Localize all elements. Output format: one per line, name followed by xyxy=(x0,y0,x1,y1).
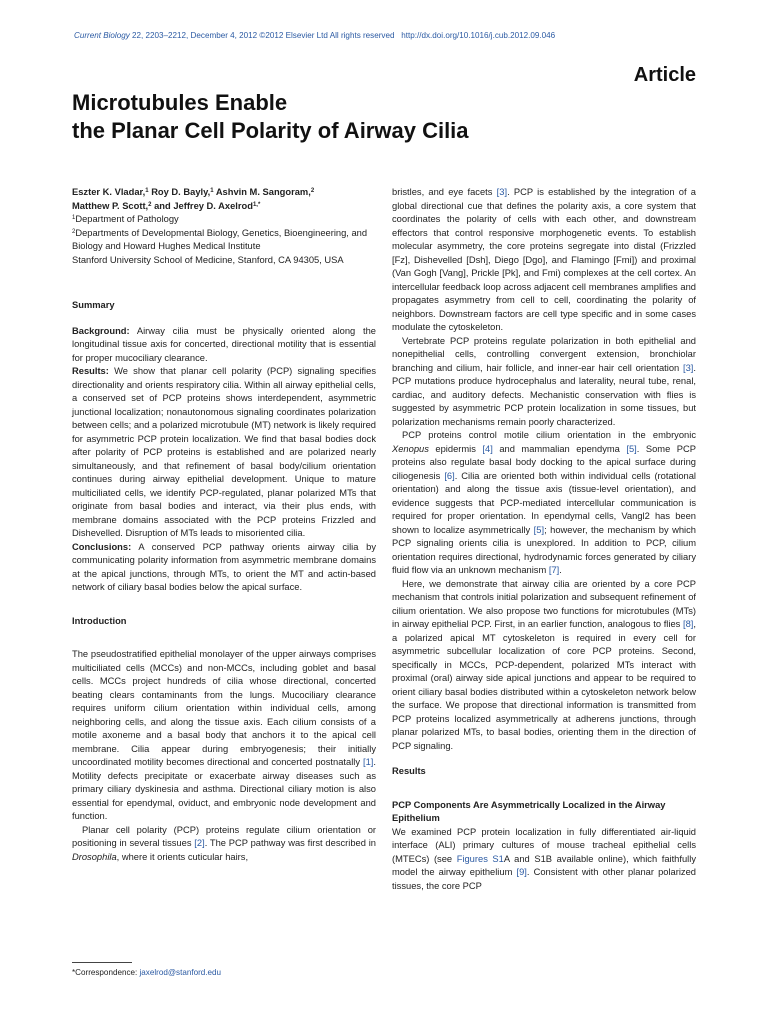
intro-p2-mid: . The PCP pathway was first described in xyxy=(204,838,376,848)
results-heading: Results xyxy=(392,766,426,776)
ref-link[interactable]: [3] xyxy=(683,362,694,373)
rc-p5-text: We examined PCP protein localization in fully differentiated air-liquid interface (ALI) primary cultures of mouse tracheal epithelial cells (MTECs) (see xyxy=(392,826,696,864)
introduction-heading: Introduction xyxy=(72,615,127,626)
summary-conclusions xyxy=(72,541,376,595)
author-5-sup: 1,* xyxy=(252,201,261,208)
rc-p4-end: , a polarized apical MT cytoskeleton is required in every cell for asymmetric subcellular localization of core PCP proteins. Second, specifically in MCCs, PCP-dependent, polarized MTs interact with proximal (oral) airway side apical junctions and appear to be required to orient ciliary basal bodies distributed within a cytoskeleton network below the surface. We propose that directional information is transmitted from PCP proteins localized asymmetrically at adherens junctions, through planar polarized MTs, to basal bodies, orienting them in the direction of PCP signaling. xyxy=(392,619,696,751)
intro-paragraph-1 xyxy=(72,648,376,824)
rc-p3-c: . Some PCP proteins also regulate basal body docking to the apical surface during ciliogenesis xyxy=(392,443,696,481)
author-1: Eszter K. Vladar, xyxy=(72,187,146,197)
ref-link[interactable]: [3] xyxy=(496,187,508,197)
aff-1-sup: 1 xyxy=(72,215,76,221)
footnote xyxy=(72,968,376,977)
rc-p5-end: . Consistent with other planar polarized tissues, the core PCP xyxy=(392,867,696,891)
rc-p5-a: A and S1B available online), which faithfully model the airway epithelium xyxy=(392,853,696,877)
article-type: Article xyxy=(633,64,696,86)
ref-link[interactable]: [5] xyxy=(533,524,545,535)
figure-link[interactable]: Figures S1 xyxy=(456,853,504,864)
conclusions-text: A conserved PCP pathway orients airway cilia by communicating polarity information from asymmetric membrane domains at the apical junctions, through MTs, to orient the MT and actin-based network of ciliary basal bodies below the apical surface. xyxy=(72,541,376,592)
ref-link[interactable]: [5] xyxy=(626,443,637,454)
right-paragraph-3 xyxy=(392,429,696,578)
affiliation-1 xyxy=(72,213,376,227)
intro-paragraph-2 xyxy=(72,824,376,865)
author-3: Ashvin M. Sangoram, xyxy=(215,187,311,197)
ref-link[interactable]: [1] xyxy=(363,757,374,767)
right-paragraph-5 xyxy=(392,826,696,894)
ref-link[interactable]: [7] xyxy=(548,565,560,575)
author-2: Roy D. Bayly, xyxy=(151,187,211,197)
ref-link[interactable]: [6] xyxy=(444,470,455,481)
rc-p3-text: PCP proteins control motile cilium orientation in the embryonic xyxy=(402,430,696,440)
author-1-sup: 1 xyxy=(145,188,149,194)
title-line-1: Microtubules Enable xyxy=(72,90,288,115)
results-subheading: PCP Components Are Asymmetrically Localized in the Airway Epithelium xyxy=(392,799,666,823)
author-list xyxy=(72,186,376,213)
rc-p3-italic: Xenopus xyxy=(392,443,429,454)
doi-link[interactable]: http://dx.doi.org/10.1016/j.cub.2012.09.046 xyxy=(401,31,556,40)
affiliation-2 xyxy=(72,227,376,254)
right-paragraph-4 xyxy=(392,578,696,754)
journal-name: Current Biology xyxy=(74,31,130,40)
left-column xyxy=(72,186,376,864)
journal-header xyxy=(74,31,714,40)
ref-link[interactable]: [8] xyxy=(683,619,694,629)
ref-link[interactable]: [2] xyxy=(194,838,205,848)
rc-p3-e: ; however, the mechanism by which PCP signaling orients cilia is unexplored. In addition to PCP, cilium orientation requires directional, hydrodynamic forces generated by ciliary fluid flow via an unknown mechanism xyxy=(392,524,696,575)
citation: 22, 2203–2212, December 4, 2012 ©2012 Elsevier Ltd All rights reserved xyxy=(132,31,395,40)
summary-heading: Summary xyxy=(72,300,115,310)
right-paragraph-2 xyxy=(392,335,696,430)
correspondence-email-link[interactable]: jaxelrod@stanford.edu xyxy=(139,968,222,977)
title-line-2: the Planar Cell Polarity of Airway Cilia xyxy=(72,118,469,143)
conclusions-label: Conclusions: xyxy=(72,541,132,552)
aff-2-sup: 2 xyxy=(72,228,76,235)
rc-p3-a: epidermis xyxy=(428,443,483,454)
rc-p3-f: . xyxy=(559,565,562,575)
aff-2-text: Departments of Developmental Biology, Genetics, Bioengineering, and Biology and Howard Hughes Medical Institute xyxy=(72,227,368,251)
author-3-sup: 2 xyxy=(310,188,315,194)
rc-p3-b: and mammalian ependyma xyxy=(492,443,627,454)
rc-p1-text: . PCP is established by the integration of a global directional cue that defines the polarity axis, a core system that coordinates the polarity of cells with each other, and downstream effectors that control responsive morphogenetic events. To establish molecular asymmetry, the core proteins segregate into distal (Frizzled [Fz], Dishevelled [Dsh], Diego [Dgo], and Flamingo [Fmi]) and proximal (Van Gogh [Vang], Prickle [Pk], and Fmi) complexes at the cell cortex. An intercellular feedback loop across adjacent cell membranes amplifies and propagates asymmetry from cell to cell, coordinating the polarity of neighbors. Downstream factors are cell type specific and in some cases modulate the cytoskeleton. xyxy=(392,187,696,332)
results-text: We show that planar cell polarity (PCP) signaling specifies directionality and orients respiratory cilia. Within all airway epithelial cells, a conserved set of PCP proteins shows interdependent, asymmetric junctional localization; nonautonomous signaling coordinates polarization between cells; and a polarized microtubule (MT) network is likely required for asymmetric PCP protein localization. We find that basal bodies dock after polarity of PCP proteins is established and are polarized nearly simultaneously, and that refinement of basal body/cilium orientation continues during airway epithelial development. Unique to mature multiciliated cells, we identify PCP-regulated, planar polarized MTs that originate from basal bodies and interact, via their plus ends, with membrane domains associated with the PCP proteins Frizzled and Dishevelled. Disruption of MTs leads to misoriented cilia. xyxy=(72,366,376,538)
author-2-sup: 1 xyxy=(210,188,214,194)
intro-p1-text: The pseudostratified epithelial monolayer of the upper airways comprises multiciliated cells (MCCs) and non-MCCs, including goblet and basal cells. MCCs project hundreds of cilia whose directional, concerted beating clears contaminants from the lungs. Mucociliary clearance requires uniform cilium orientation within individual cells, among neighboring cells, and along the tissue axis. Each cilium consists of a motile axoneme and a basal body that anchors it to the apical cell membrane. Cilia appear during embryogenesis; their initially uncoordinated motility becomes directional and concerted postnatally xyxy=(72,649,376,767)
rc-p2-text: Vertebrate PCP proteins regulate polarization in both epithelial and nonepithelial cells, controlling convergent extension, bronchiolar branching and cilium, hair follicle, and inner-ear hair cell orientation xyxy=(392,335,696,373)
summary-background xyxy=(72,325,376,366)
right-paragraph-1 xyxy=(392,186,696,335)
intro-p1-end: . Motility defects precipitate or exacerbate airway diseases such as primary ciliary dyskinesia and asthma. Directional ciliary motion is also essential for ependymal, oviduct, and embryonic node development and function. xyxy=(72,757,376,821)
right-column xyxy=(392,186,696,893)
affiliation-3: Stanford University School of Medicine, Stanford, CA 94305, USA xyxy=(72,254,344,265)
author-4-sup: 2 xyxy=(148,201,152,208)
footnote-rule xyxy=(72,962,132,963)
summary-results xyxy=(72,365,376,541)
ref-link[interactable]: [9] xyxy=(516,867,527,877)
results-label: Results: xyxy=(72,366,109,376)
rc-p4-text: Here, we demonstrate that airway cilia are oriented by a core PCP mechanism that controls initial polarization and subsequent refinement of cilium orientation. We also propose two functions for microtubules (MTs) in airway epithelial PCP. First, in an earlier function, analogous to flies xyxy=(392,578,696,629)
intro-p2-end: , where it orients cuticular hairs, xyxy=(116,851,249,862)
ref-link[interactable]: [4] xyxy=(482,443,493,454)
background-label: Background: xyxy=(72,325,130,336)
aff-1-text: Department of Pathology xyxy=(75,214,179,224)
background-text: Airway cilia must be physically oriented along the longitudinal tissue axis for concerted, directional motility that is essential for proper mucociliary clearance. xyxy=(72,325,376,363)
rc-p3-d: . Cilia are oriented both within individual cells (rotational orientation) and along the tissue axis (tissue-level orientation), and evidence suggests that PCP-mediated intercellular communication is required for proper orientation. In ependymal cells, Vangl2 has been shown to localize asymmetrically xyxy=(392,470,696,535)
rc-p1-start: bristles, and eye facets xyxy=(392,187,497,197)
rc-p2-end: . PCP mutations produce hydrocephalus and laterality, neural tube, renal, cardiac, and auditory defects. Mechanistic conservation with flies is suggested by asymmetric PCP protein localization in some tissues, but polarization mechanisms remain poorly characterized. xyxy=(392,362,696,427)
author-4: Matthew P. Scott, xyxy=(72,200,149,211)
author-5: and Jeffrey D. Axelrod xyxy=(154,200,253,211)
correspondence-label: *Correspondence: xyxy=(72,968,140,977)
intro-p2-text: Planar cell polarity (PCP) proteins regulate cilium orientation or positioning in several tissues xyxy=(72,824,376,848)
intro-p2-italic: Drosophila xyxy=(72,851,117,862)
article-title xyxy=(72,89,632,145)
